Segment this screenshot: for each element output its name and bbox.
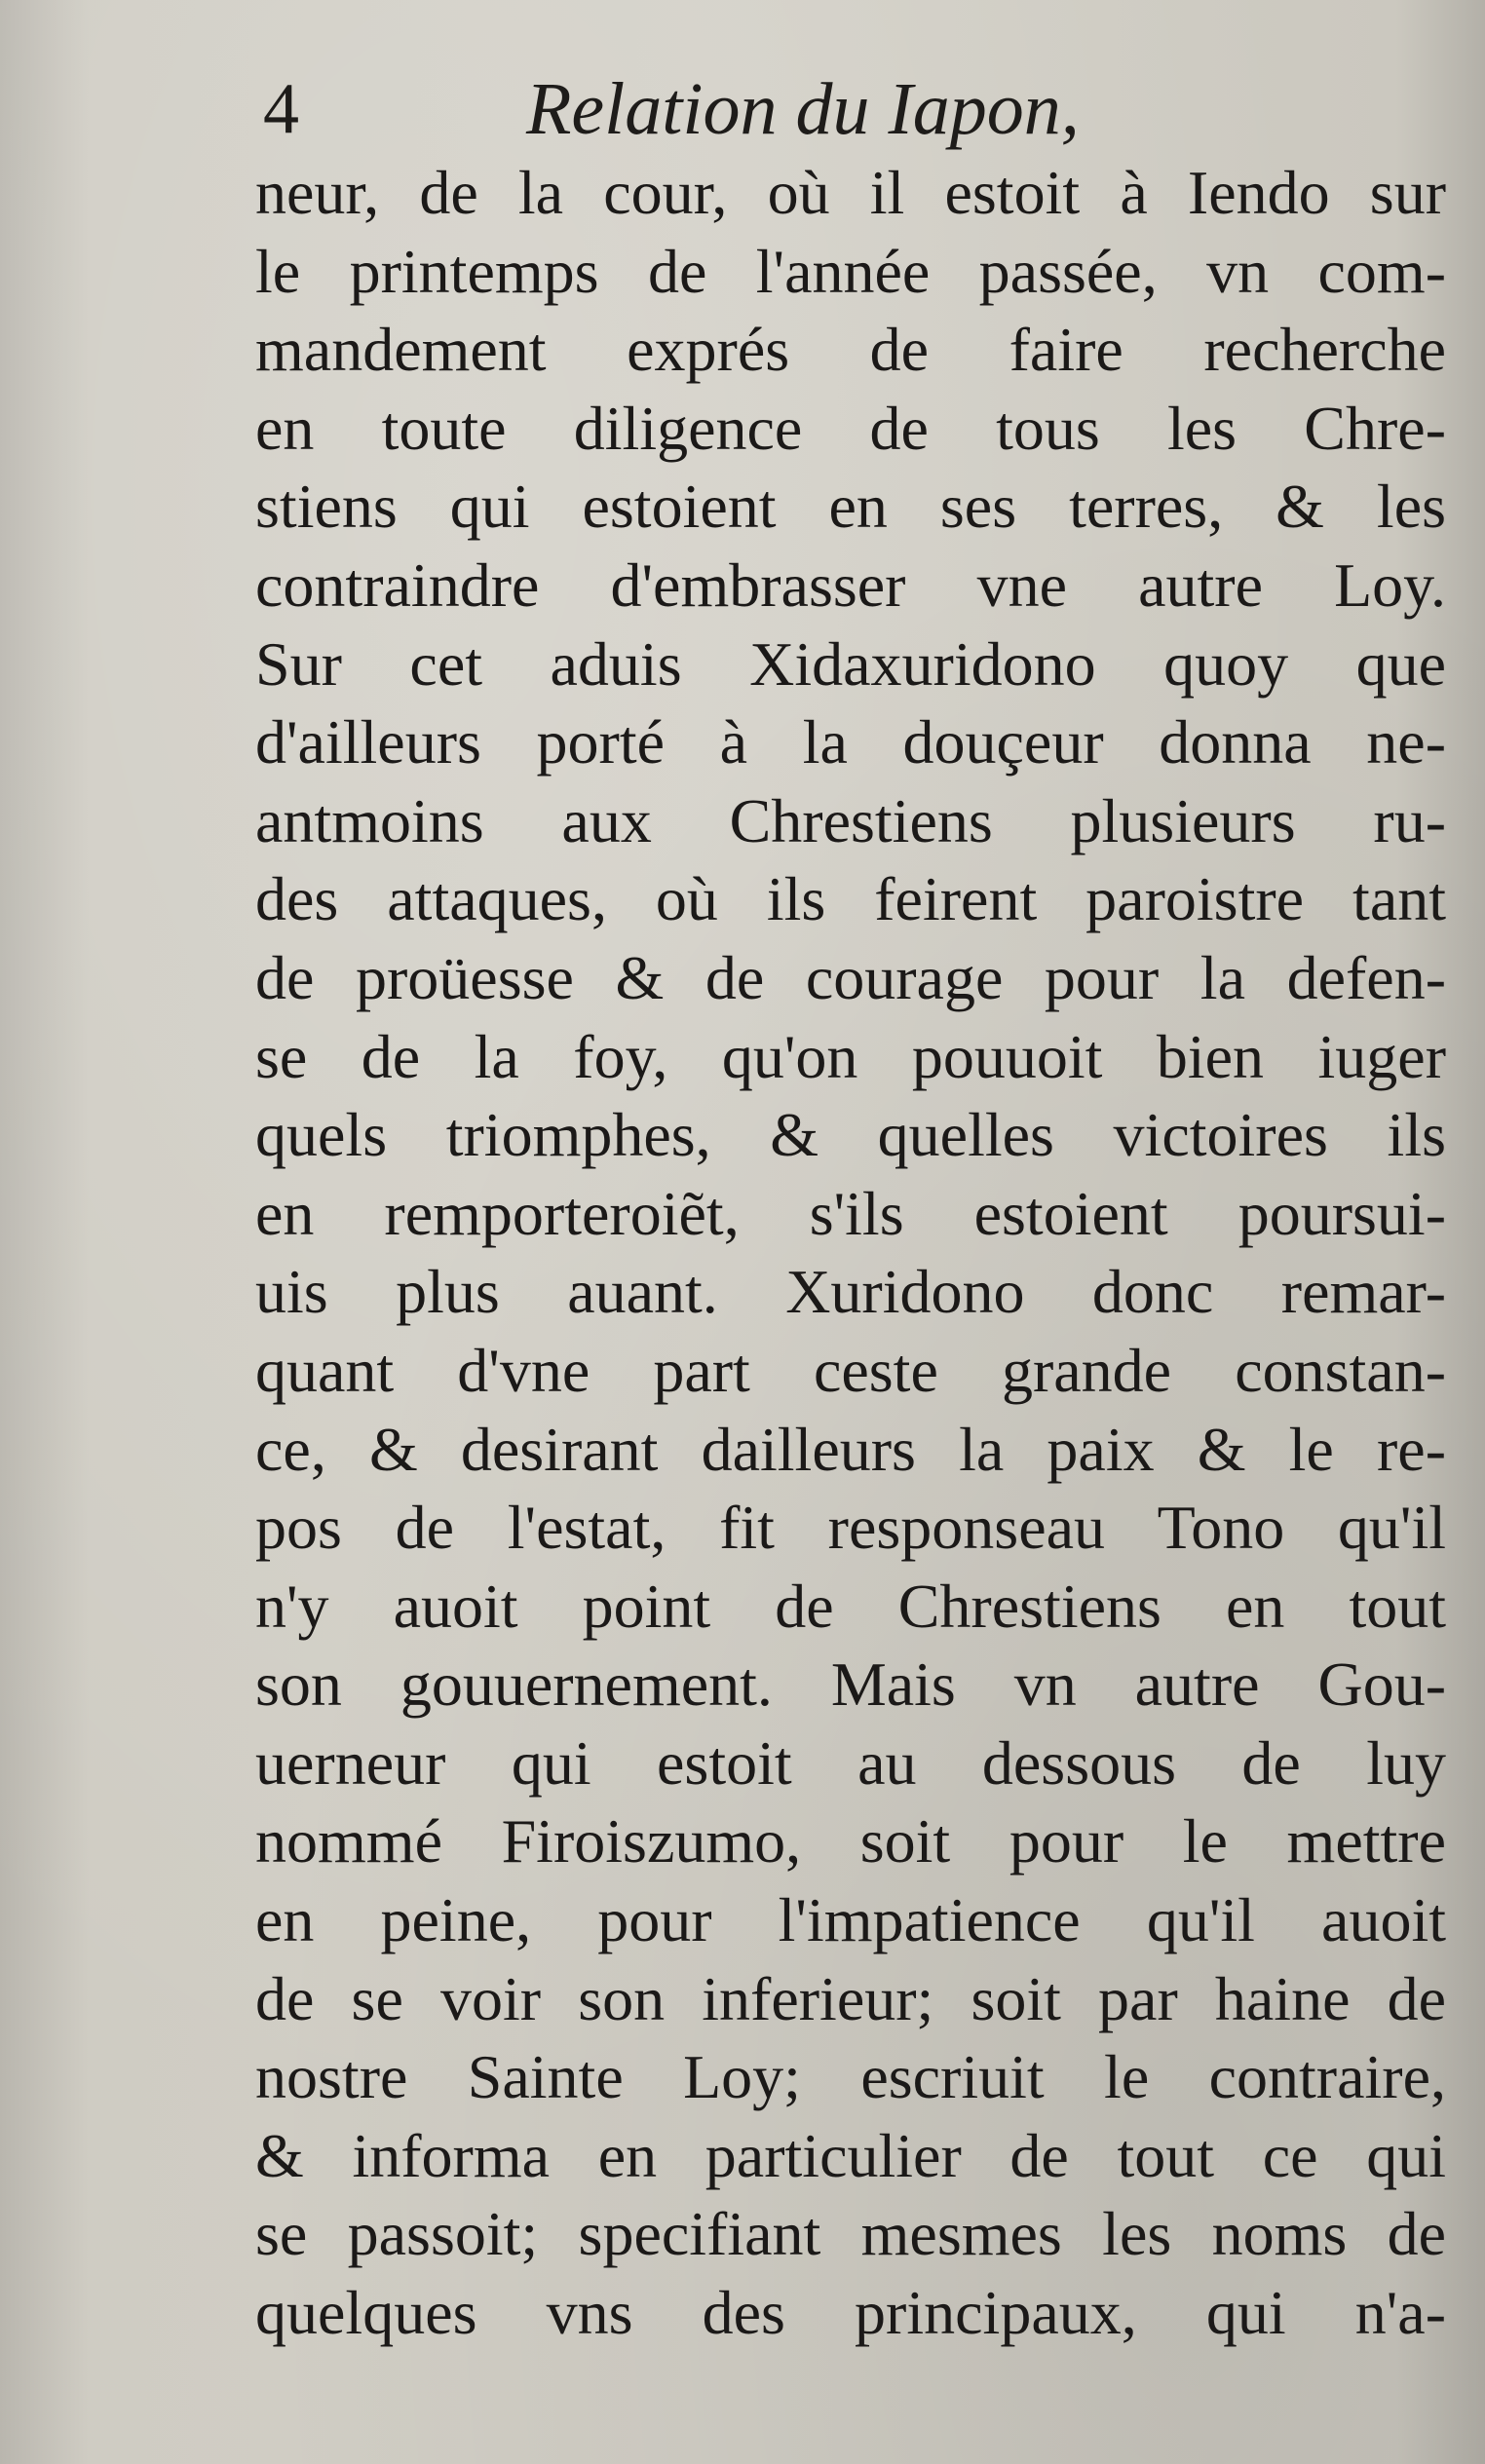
page-number: 4	[263, 69, 299, 149]
text-line: stiens qui estoient en ses terres, & les	[255, 472, 1446, 542]
text-line: neur, de la cour, où il estoit à Iendo sur	[255, 158, 1446, 227]
text-line: d'ailleurs porté à la douçeur donna ne-	[255, 707, 1446, 777]
running-head	[263, 60, 1462, 158]
text-line: Sur cet aduis Xidaxuridono quoy que	[255, 628, 1446, 699]
text-line: quelques vns des principaux, qui n'a-	[255, 2278, 1446, 2348]
text-line: son gouuernement. Mais vn autre Gou-	[255, 1649, 1446, 1720]
body-text	[255, 154, 1446, 2353]
text-line: uis plus auant. Xuridono donc remar-	[255, 1257, 1446, 1327]
text-line: uerneur qui estoit au dessous de luy	[255, 1727, 1446, 1798]
text-line: nostre Sainte Loy; escriuit le contraire,	[255, 2042, 1446, 2112]
text-line: de se voir son inferieur; soit par haine de	[255, 1963, 1446, 2033]
text-line: n'y auoit point de Chrestiens en tout	[255, 1571, 1446, 1641]
text-line: en remporteroiẽt, s'ils estoient poursui-	[255, 1178, 1446, 1248]
text-line: se de la foy, qu'on pouuoit bien iuger	[255, 1021, 1446, 1091]
text-line: le printemps de l'année passée, vn com-	[255, 236, 1446, 306]
text-line: des attaques, où ils feirent paroistre tant	[255, 864, 1446, 934]
text-line: de proüesse & de courage pour la defen-	[255, 942, 1446, 1012]
text-line: en peine, pour l'impatience qu'il auoit	[255, 1885, 1446, 1955]
text-line: en toute diligence de tous les Chre-	[255, 393, 1446, 463]
text-line: pos de l'estat, fit responseau Tono qu'il	[255, 1493, 1446, 1563]
text-line: se passoit; specifiant mesmes les noms de	[255, 2199, 1446, 2269]
text-line: & informa en particulier de tout ce qui	[255, 2120, 1446, 2190]
text-line: quant d'vne part ceste grande constan-	[255, 1335, 1446, 1405]
text-line: nommé Firoiszumo, soit pour le mettre	[255, 1806, 1446, 1876]
text-line: quels triomphes, & quelles victoires ils	[255, 1100, 1446, 1170]
running-title: Relation du Iapon,	[526, 68, 1080, 150]
text-line: mandement exprés de faire recherche	[255, 315, 1446, 385]
text-line: contraindre d'embrasser vne autre Loy.	[255, 550, 1446, 620]
text-line: ce, & desirant dailleurs la paix & le re-	[255, 1414, 1446, 1484]
text-line: antmoins aux Chrestiens plusieurs ru-	[255, 785, 1446, 855]
